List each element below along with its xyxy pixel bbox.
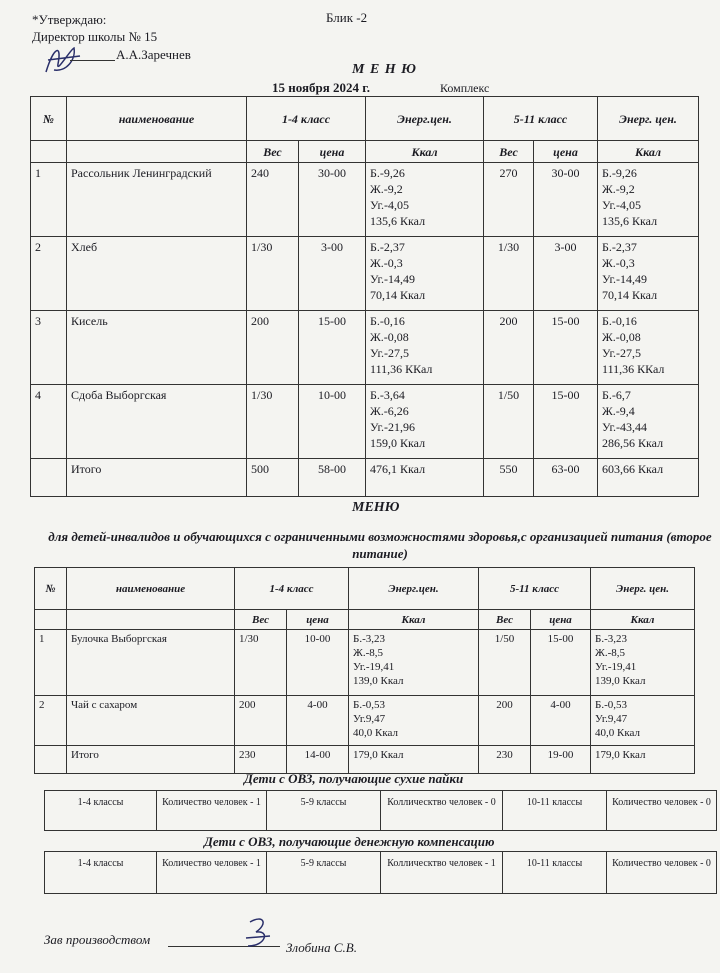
row-name: Сдоба Выборгская (67, 385, 247, 459)
col-name: наименование (67, 568, 235, 610)
footer-name: Злобина С.В. (286, 940, 357, 955)
row-price1: 10-00 (287, 630, 349, 696)
subhdr-empty (35, 610, 67, 630)
total-weight2: 550 (484, 459, 534, 497)
table-row (35, 696, 695, 746)
row-price1: 15-00 (299, 311, 366, 385)
row-weight2: 1/50 (484, 385, 534, 459)
dry-ration-cell: 10-11 классы (503, 791, 607, 831)
row-energy1: Б.-0,53 Уг.9,47 40,0 Ккал (349, 696, 479, 746)
dry-ration-table (44, 790, 717, 831)
table-row (31, 385, 699, 459)
col-kcal2: Ккал (591, 610, 695, 630)
row-weight2: 200 (479, 696, 531, 746)
footer-role: Зав производством (44, 932, 151, 947)
subhdr-empty (67, 141, 247, 163)
col-grade511: 5-11 класс (479, 568, 591, 610)
compensation-cell: 1-4 классы (45, 852, 157, 894)
row-name: Кисель (67, 311, 247, 385)
row-energy1: Б.-3,64 Ж.-6,26 Уг.-21,96 159,0 Ккал (366, 385, 484, 459)
dry-ration-title: Дети с ОВЗ, получающие сухие пайки (244, 771, 464, 786)
col-num: № (31, 97, 67, 141)
row-price1: 3-00 (299, 237, 366, 311)
row-price2: 30-00 (534, 163, 598, 237)
dry-ration-cell: Количество человек - 1 (157, 791, 267, 831)
director-label: Директор школы № 15 (32, 29, 158, 44)
total-price2: 19-00 (531, 746, 591, 774)
complex-label: Комплекс (440, 81, 490, 95)
footer-signature (240, 912, 280, 952)
row-weight1: 200 (235, 696, 287, 746)
col-energy1: Энерг.цен. (366, 97, 484, 141)
total-empty (31, 459, 67, 497)
row-num: 1 (31, 163, 67, 237)
row-price1: 4-00 (287, 696, 349, 746)
row-energy1: Б.-3,23 Ж.-8,5 Уг.-19,41 139,0 Ккал (349, 630, 479, 696)
row-name: Хлеб (67, 237, 247, 311)
compensation-table (44, 851, 717, 894)
total-weight1: 500 (247, 459, 299, 497)
col-price1: цена (287, 610, 349, 630)
row-weight1: 1/30 (247, 385, 299, 459)
col-price1: цена (299, 141, 366, 163)
total-row (35, 746, 695, 774)
compensation-cell: Количество человек - 0 (607, 852, 717, 894)
blank-label: Блик -2 (326, 10, 368, 25)
second-menu-table (34, 567, 695, 774)
row-energy2: Б.-0,16 Ж.-0,08 Уг.-27,5 111,36 ККал (598, 311, 699, 385)
subhdr-empty (67, 610, 235, 630)
dry-ration-cell: 1-4 классы (45, 791, 157, 831)
table-row (31, 237, 699, 311)
compensation-cell: 5-9 классы (267, 852, 381, 894)
row-name: Булочка Выборгская (67, 630, 235, 696)
total-weight1: 230 (235, 746, 287, 774)
compensation-cell: Количество человек - 1 (157, 852, 267, 894)
table-row (31, 311, 699, 385)
total-label: Итого (67, 459, 247, 497)
second-menu-title: МЕНЮ (352, 500, 400, 515)
dry-ration-cell: Количество человек - 0 (607, 791, 717, 831)
row-price2: 4-00 (531, 696, 591, 746)
row-num: 4 (31, 385, 67, 459)
total-row (31, 459, 699, 497)
row-weight2: 1/30 (484, 237, 534, 311)
col-kcal2: Ккал (598, 141, 699, 163)
col-price2: цена (531, 610, 591, 630)
col-num: № (35, 568, 67, 610)
row-price1: 10-00 (299, 385, 366, 459)
row-weight2: 200 (484, 311, 534, 385)
col-energy2: Энерг. цен. (598, 97, 699, 141)
row-weight1: 240 (247, 163, 299, 237)
total-energy1: 476,1 Ккал (366, 459, 484, 497)
row-num: 1 (35, 630, 67, 696)
col-energy2: Энерг. цен. (591, 568, 695, 610)
row-price1: 30-00 (299, 163, 366, 237)
col-grade14: 1-4 класс (235, 568, 349, 610)
row-name: Рассольник Ленинградский (67, 163, 247, 237)
signature-line (70, 60, 115, 61)
approve-label: *Утверждаю: (32, 12, 107, 27)
total-energy1: 179,0 Ккал (349, 746, 479, 774)
col-kcal1: Ккал (366, 141, 484, 163)
compensation-cell: Коллическтво человек - 1 (381, 852, 503, 894)
col-price2: цена (534, 141, 598, 163)
dry-ration-cell: Коллическтво человек - 0 (381, 791, 503, 831)
row-energy2: Б.-2,37 Ж.-0,3 Уг.-14,49 70,14 Ккал (598, 237, 699, 311)
total-energy2: 603,66 Ккал (598, 459, 699, 497)
col-weight1: Вес (247, 141, 299, 163)
col-grade14: 1-4 класс (247, 97, 366, 141)
row-weight1: 200 (247, 311, 299, 385)
row-energy1: Б.-2,37 Ж.-0,3 Уг.-14,49 70,14 Ккал (366, 237, 484, 311)
second-menu-subtitle: для детей-инвалидов и обучающихся с ограниченными возможностями здоровья,с организацией питания (второе питание) (48, 529, 712, 561)
total-empty (35, 746, 67, 774)
row-price2: 15-00 (531, 630, 591, 696)
row-weight1: 1/30 (247, 237, 299, 311)
total-weight2: 230 (479, 746, 531, 774)
row-energy2: Б.-6,7 Ж.-9,4 Уг.-43,44 286,56 Ккал (598, 385, 699, 459)
col-weight1: Вес (235, 610, 287, 630)
director-name: А.А.Заречнев (116, 47, 191, 62)
col-name: наименование (67, 97, 247, 141)
col-kcal1: Ккал (349, 610, 479, 630)
main-menu-table (30, 96, 699, 497)
table-row (31, 163, 699, 237)
menu-title: М Е Н Ю (352, 62, 417, 77)
total-label: Итого (67, 746, 235, 774)
row-num: 3 (31, 311, 67, 385)
row-weight1: 1/30 (235, 630, 287, 696)
row-num: 2 (31, 237, 67, 311)
total-price1: 58-00 (299, 459, 366, 497)
dry-ration-cell: 5-9 классы (267, 791, 381, 831)
row-price2: 3-00 (534, 237, 598, 311)
col-energy1: Энерг.цен. (349, 568, 479, 610)
row-energy2: Б.-9,26 Ж.-9,2 Уг.-4,05 135,6 Ккал (598, 163, 699, 237)
row-num: 2 (35, 696, 67, 746)
table-row (35, 630, 695, 696)
row-name: Чай с сахаром (67, 696, 235, 746)
row-energy2: Б.-0,53 Уг.9,47 40,0 Ккал (591, 696, 695, 746)
menu-date: 15 ноября 2024 г. (272, 80, 370, 95)
subhdr-empty (31, 141, 67, 163)
row-weight2: 1/50 (479, 630, 531, 696)
row-price2: 15-00 (534, 385, 598, 459)
total-energy2: 179,0 Ккал (591, 746, 695, 774)
compensation-title: Дети с ОВЗ, получающие денежную компенсацию (204, 834, 495, 849)
col-weight2: Вес (479, 610, 531, 630)
row-energy1: Б.-9,26 Ж.-9,2 Уг.-4,05 135,6 Ккал (366, 163, 484, 237)
compensation-cell: 10-11 классы (503, 852, 607, 894)
total-price2: 63-00 (534, 459, 598, 497)
row-energy2: Б.-3,23 Ж.-8,5 Уг.-19,41 139,0 Ккал (591, 630, 695, 696)
col-weight2: Вес (484, 141, 534, 163)
total-price1: 14-00 (287, 746, 349, 774)
row-weight2: 270 (484, 163, 534, 237)
row-energy1: Б.-0,16 Ж.-0,08 Уг.-27,5 111,36 ККал (366, 311, 484, 385)
row-price2: 15-00 (534, 311, 598, 385)
col-grade511: 5-11 класс (484, 97, 598, 141)
